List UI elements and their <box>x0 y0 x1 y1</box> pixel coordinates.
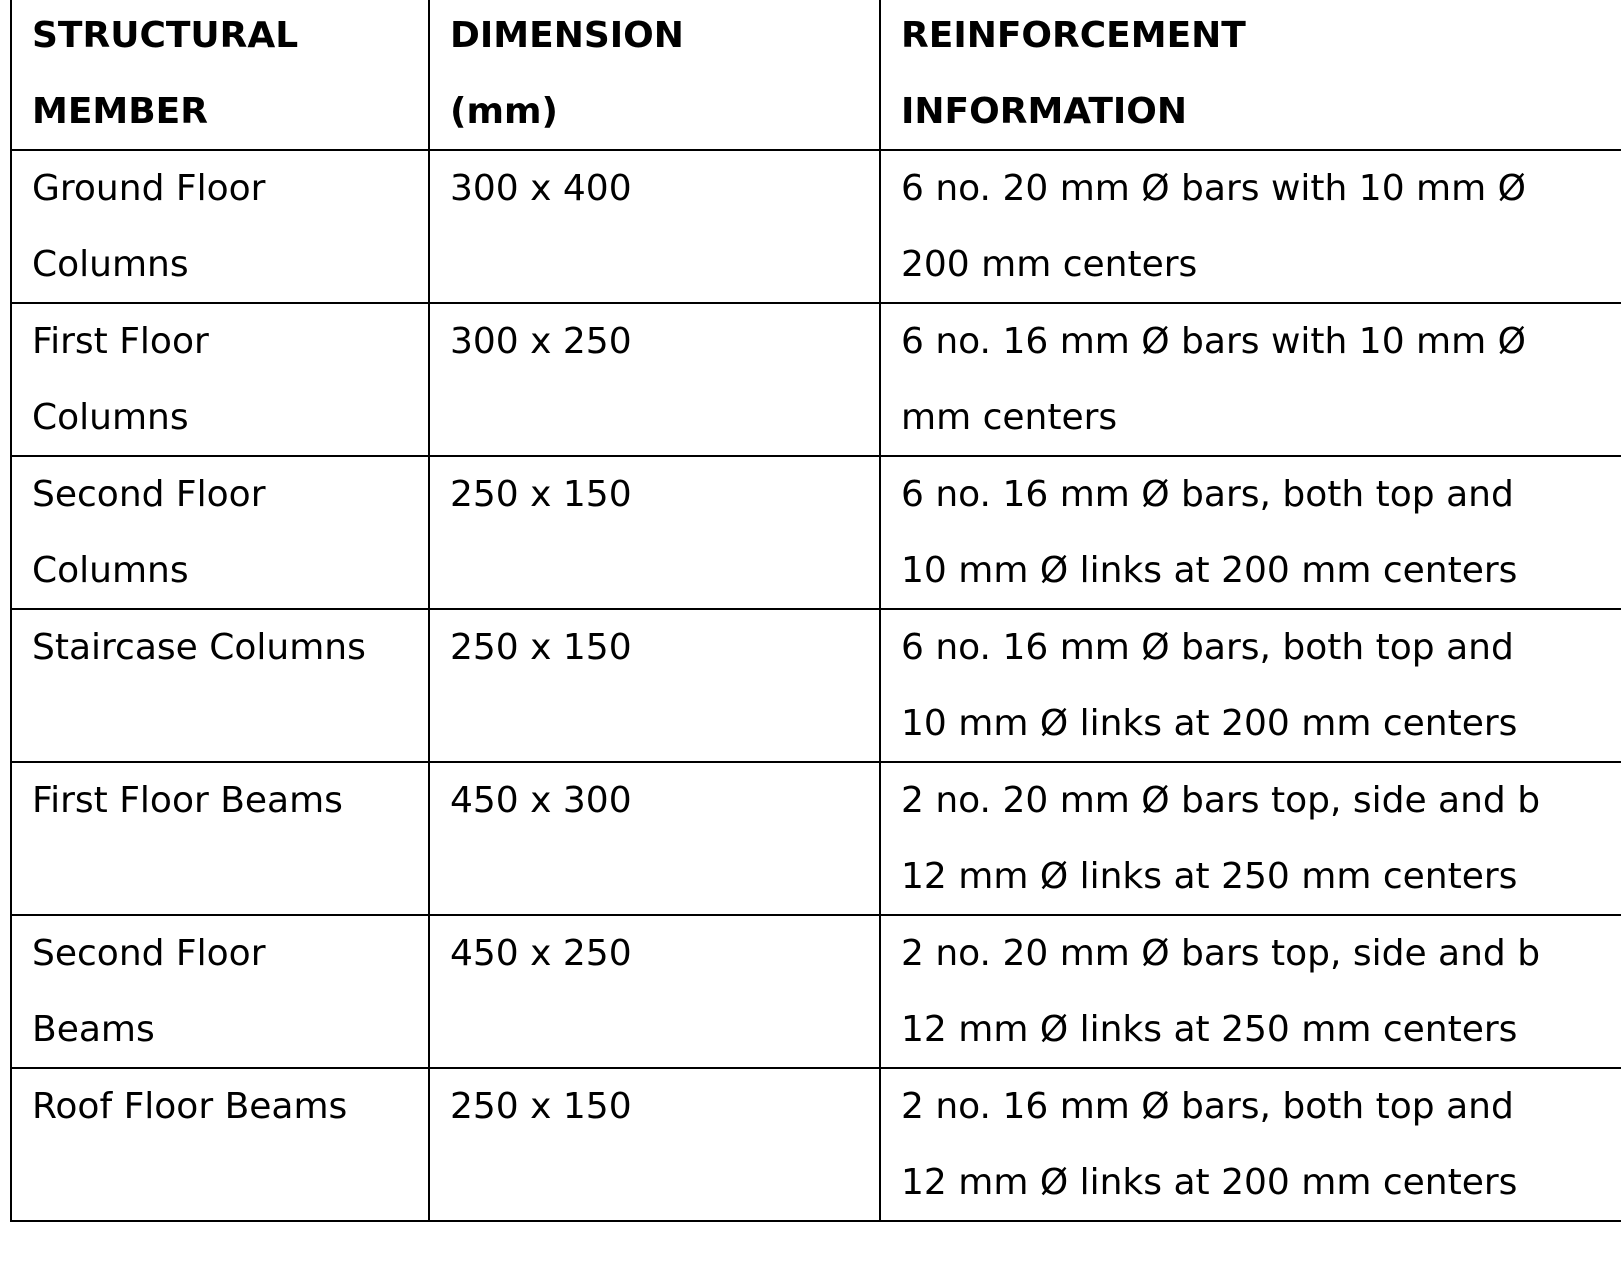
member-text: Second Floor <box>32 933 266 974</box>
header-dimension <box>429 0 880 150</box>
cell-member <box>11 915 429 1068</box>
header-text: DIMENSION <box>450 15 684 56</box>
cell-dimension <box>429 456 880 609</box>
table-row <box>11 456 1621 609</box>
member-text: Columns <box>32 396 189 438</box>
member-text: Ground Floor <box>32 168 266 209</box>
reinforcement-text: 6 no. 16 mm Ø bars with 10 mm Ø <box>901 321 1526 362</box>
reinforcement-schedule-table <box>10 0 1621 1222</box>
cell-reinforcement <box>880 303 1621 456</box>
reinforcement-text: 12 mm Ø links at 250 mm centers <box>901 1008 1518 1050</box>
cell-member <box>11 150 429 303</box>
member-text: Staircase Columns <box>32 627 366 668</box>
cell-reinforcement <box>880 915 1621 1068</box>
table-row <box>11 303 1621 456</box>
reinforcement-text: 6 no. 16 mm Ø bars, both top and <box>901 627 1514 668</box>
header-structural-member <box>11 0 429 150</box>
dimension-text: 450 x 250 <box>450 933 632 974</box>
cell-member <box>11 609 429 762</box>
reinforcement-schedule-table-container <box>10 0 1621 1222</box>
member-text: Columns <box>32 549 189 591</box>
header-row <box>11 0 1621 150</box>
member-text: First Floor <box>32 321 209 362</box>
reinforcement-text: 2 no. 16 mm Ø bars, both top and <box>901 1086 1514 1127</box>
reinforcement-text: 200 mm centers <box>901 243 1198 285</box>
dimension-text: 250 x 150 <box>450 627 632 668</box>
header-text: STRUCTURAL <box>32 15 299 56</box>
member-text: Columns <box>32 243 189 285</box>
dimension-text: 250 x 150 <box>450 1086 632 1127</box>
member-text: Roof Floor Beams <box>32 1086 348 1127</box>
cell-dimension <box>429 915 880 1068</box>
cell-reinforcement <box>880 1068 1621 1221</box>
header-text: MEMBER <box>32 90 208 132</box>
dimension-text: 250 x 150 <box>450 474 632 515</box>
cell-reinforcement <box>880 150 1621 303</box>
reinforcement-text: 2 no. 20 mm Ø bars top, side and b <box>901 933 1541 974</box>
reinforcement-text: 2 no. 20 mm Ø bars top, side and b <box>901 780 1541 821</box>
cell-reinforcement <box>880 609 1621 762</box>
cell-member <box>11 456 429 609</box>
reinforcement-text: mm centers <box>901 396 1118 438</box>
cell-dimension <box>429 1068 880 1221</box>
cell-member <box>11 303 429 456</box>
member-text: First Floor Beams <box>32 780 343 821</box>
member-text: Second Floor <box>32 474 266 515</box>
header-reinforcement-information <box>880 0 1621 150</box>
member-text: Beams <box>32 1008 155 1050</box>
reinforcement-text: 6 no. 16 mm Ø bars, both top and <box>901 474 1514 515</box>
cell-dimension <box>429 609 880 762</box>
dimension-text: 450 x 300 <box>450 780 632 821</box>
cell-dimension <box>429 762 880 915</box>
cell-dimension <box>429 303 880 456</box>
header-text: (mm) <box>450 90 558 132</box>
table-row <box>11 609 1621 762</box>
table-row <box>11 1068 1621 1221</box>
dimension-text: 300 x 250 <box>450 321 632 362</box>
cell-dimension <box>429 150 880 303</box>
cell-reinforcement <box>880 762 1621 915</box>
table-row <box>11 150 1621 303</box>
reinforcement-text: 12 mm Ø links at 250 mm centers <box>901 855 1518 897</box>
table-row <box>11 762 1621 915</box>
reinforcement-text: 10 mm Ø links at 200 mm centers <box>901 702 1518 744</box>
reinforcement-text: 10 mm Ø links at 200 mm centers <box>901 549 1518 591</box>
reinforcement-text: 12 mm Ø links at 200 mm centers <box>901 1161 1518 1203</box>
cell-member <box>11 762 429 915</box>
dimension-text: 300 x 400 <box>450 168 632 209</box>
cell-member <box>11 1068 429 1221</box>
header-text: REINFORCEMENT <box>901 15 1246 56</box>
header-text: INFORMATION <box>901 90 1188 132</box>
cell-reinforcement <box>880 456 1621 609</box>
reinforcement-text: 6 no. 20 mm Ø bars with 10 mm Ø <box>901 168 1526 209</box>
table-row <box>11 915 1621 1068</box>
